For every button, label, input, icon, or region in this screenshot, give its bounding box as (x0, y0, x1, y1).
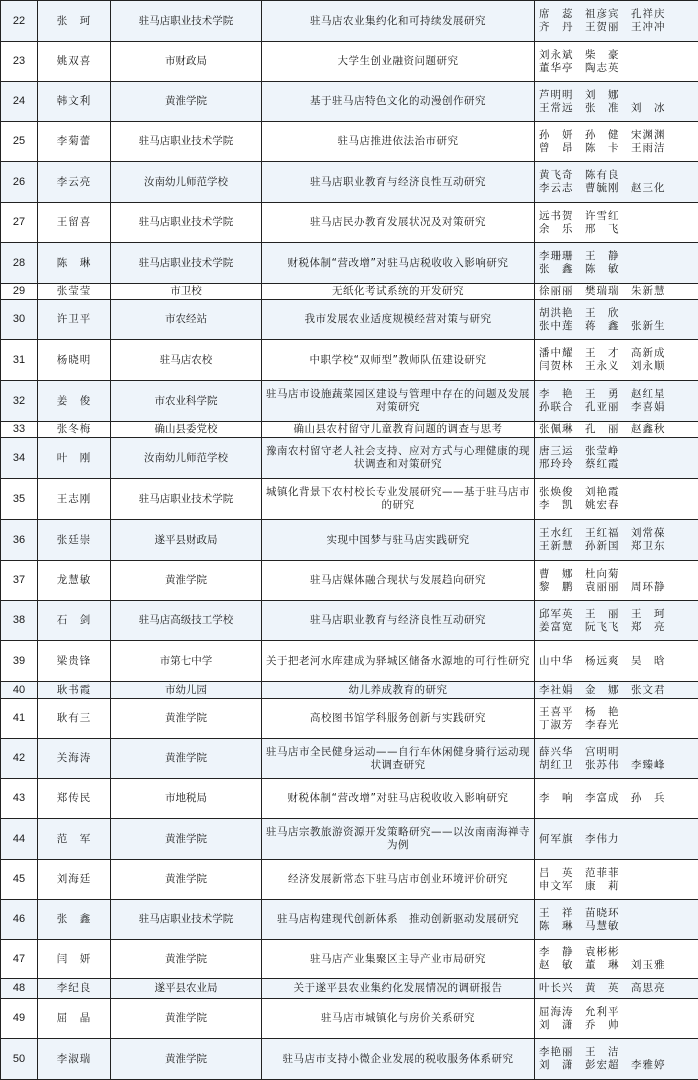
team-members (535, 999, 698, 1039)
work-unit: 市地税局 (111, 779, 262, 819)
team-members (535, 422, 698, 438)
team-members (535, 122, 698, 162)
team-members (535, 381, 698, 422)
member-line: 徐丽丽 樊瑞瑞 朱新慧 (539, 285, 666, 297)
table-row (1, 561, 698, 601)
member-line: 曹 娜 杜向菊 (539, 567, 620, 580)
work-unit: 遂平县农业局 (111, 979, 262, 999)
table-row (1, 699, 698, 739)
table-row (1, 82, 698, 122)
team-members (535, 284, 698, 300)
row-number: 39 (1, 641, 38, 682)
member-line: 姜富宽 阮飞飞 郑 亮 (539, 620, 666, 633)
team-members (535, 739, 698, 779)
team-members (535, 438, 698, 479)
member-line: 刘 潇 彭宏超 李雅婷 (539, 1059, 666, 1071)
work-unit: 黄淮学院 (111, 999, 262, 1039)
table-row (1, 779, 698, 819)
team-members (535, 561, 698, 601)
row-number: 25 (1, 122, 38, 162)
work-unit: 黄淮学院 (111, 819, 262, 860)
member-line: 李 艳 王 勇 赵红星 (539, 388, 666, 400)
member-line: 叶长兴 黄 英 高思亮 (539, 982, 666, 994)
member-line: 芦明明 刘 娜 (539, 88, 620, 101)
project-leader: 梁贵锋 (38, 641, 111, 682)
row-number: 36 (1, 520, 38, 561)
work-unit: 驻马店职业技术学院 (111, 243, 262, 284)
project-leader: 范 军 (38, 819, 111, 860)
work-unit: 驻马店高级技工学校 (111, 601, 262, 641)
member-line: 远书贺 许雪红 (539, 209, 620, 222)
work-unit: 市卫校 (111, 284, 262, 300)
table-row (1, 900, 698, 940)
project-leader: 叶 刚 (38, 438, 111, 479)
project-leader: 姚双喜 (38, 42, 111, 82)
project-topic: 豫南农村留守老人社会支持、应对方式与心理健康的现状调查和对策研究 (262, 438, 535, 479)
project-leader: 陈 琳 (38, 243, 111, 284)
member-line: 刘永斌 柴 豪 (539, 48, 620, 61)
table-row (1, 122, 698, 162)
project-leader: 关海涛 (38, 739, 111, 779)
row-number: 42 (1, 739, 38, 779)
table-row (1, 42, 698, 82)
work-unit: 黄淮学院 (111, 699, 262, 739)
project-topic: 无纸化考试系统的开发研究 (262, 284, 535, 300)
table-row (1, 422, 698, 438)
member-line: 张焕俊 刘艳霞 (539, 486, 620, 498)
row-number: 41 (1, 699, 38, 739)
project-topic: 高校图书馆学科服务创新与实践研究 (262, 699, 535, 739)
row-number: 23 (1, 42, 38, 82)
member-line: 曾 昂 陈 卡 王雨洁 (539, 141, 666, 154)
team-members (535, 641, 698, 682)
team-members (535, 819, 698, 860)
row-number: 33 (1, 422, 38, 438)
member-line: 李社娟 金 娜 张文君 (539, 683, 666, 696)
project-leader: 石 剑 (38, 601, 111, 641)
project-topic: 关于遂平县农业集约化发展情况的调研报告 (262, 979, 535, 999)
member-line: 李珊珊 王 静 (539, 250, 620, 262)
project-leader: 张莹莹 (38, 284, 111, 300)
work-unit: 驻马店农校 (111, 340, 262, 381)
table-row (1, 819, 698, 860)
project-leader: 张 鑫 (38, 900, 111, 940)
project-leader: 王留喜 (38, 203, 111, 243)
project-leader: 李菊蕾 (38, 122, 111, 162)
project-leader: 刘海廷 (38, 860, 111, 900)
table-row (1, 243, 698, 284)
table-row (1, 381, 698, 422)
project-topic: 我市发展农业适度规模经营对策与研究 (262, 300, 535, 340)
project-leader: 郑传民 (38, 779, 111, 819)
member-line: 李 静 袁彬彬 (539, 946, 620, 958)
member-line: 薛兴华 宫明明 (539, 745, 620, 758)
member-line: 李 凯 姚宏春 (539, 499, 620, 511)
member-line: 赵 敏 董 琳 刘玉雅 (539, 959, 666, 971)
project-topic: 驻马店媒体融合现状与发展趋向研究 (262, 561, 535, 601)
work-unit: 驻马店职业技术学院 (111, 900, 262, 940)
row-number: 24 (1, 82, 38, 122)
table-row (1, 1039, 698, 1080)
project-topic: 中职学校“双师型”教师队伍建设研究 (262, 340, 535, 381)
member-line: 董华亭 陶志英 (539, 61, 620, 74)
member-line: 孙 妍 孙 健 宋渊渊 (539, 128, 666, 141)
project-topic: 驻马店职业教育与经济良性互动研究 (262, 162, 535, 203)
table-row (1, 284, 698, 300)
work-unit: 驻马店职业技术学院 (111, 122, 262, 162)
row-number: 35 (1, 479, 38, 520)
project-leader: 王志刚 (38, 479, 111, 520)
project-topic: 关于把老河水库建成为驿城区储备水源地的可行性研究 (262, 641, 535, 682)
row-number: 45 (1, 860, 38, 900)
work-unit: 驻马店职业技术学院 (111, 479, 262, 520)
row-number: 22 (1, 1, 38, 42)
project-leader: 张冬梅 (38, 422, 111, 438)
work-unit: 黄淮学院 (111, 82, 262, 122)
member-line: 黎 鹏 袁丽丽 周环静 (539, 580, 666, 593)
member-line: 胡红卫 张苏伟 李臻峰 (539, 758, 666, 771)
table-row (1, 601, 698, 641)
table-row (1, 999, 698, 1039)
row-number: 48 (1, 979, 38, 999)
team-members (535, 1, 698, 42)
member-line: 张 鑫 陈 敏 (539, 263, 620, 275)
project-topic: 驻马店职业教育与经济良性互动研究 (262, 601, 535, 641)
row-number: 38 (1, 601, 38, 641)
project-topic: 确山县农村留守儿童教育问题的调查与思考 (262, 422, 535, 438)
team-members (535, 682, 698, 699)
project-table-body (1, 1, 698, 1080)
table-row (1, 203, 698, 243)
member-line: 邢玲玲 蔡红霞 (539, 458, 620, 470)
table-row (1, 162, 698, 203)
team-members (535, 82, 698, 122)
member-line: 王喜平 杨 艳 (539, 705, 620, 718)
project-leader: 姜 俊 (38, 381, 111, 422)
row-number: 46 (1, 900, 38, 940)
project-topic: 驻马店农业集约化和可持续发展研究 (262, 1, 535, 42)
project-topic: 驻马店市设施蔬菜园区建设与管理中存在的问题及发展对策研究 (262, 381, 535, 422)
work-unit: 黄淮学院 (111, 739, 262, 779)
table-row (1, 979, 698, 999)
member-line: 丁淑芳 李春光 (539, 718, 620, 731)
member-line: 齐 丹 王贺丽 王冲冲 (539, 21, 666, 33)
project-leader: 龙慧敏 (38, 561, 111, 601)
member-line: 山中华 杨远爽 吴 晗 (539, 654, 666, 667)
project-leader: 许卫平 (38, 300, 111, 340)
member-line: 席 蕊 祖彦宾 孔祥庆 (539, 8, 666, 20)
project-topic: 城镇化背景下农村校长专业发展研究——基于驻马店市的研究 (262, 479, 535, 520)
team-members (535, 860, 698, 900)
team-members (535, 520, 698, 561)
member-line: 张中莲 蒋 鑫 张新生 (539, 319, 666, 332)
row-number: 37 (1, 561, 38, 601)
member-line: 唐三运 张莹峥 (539, 445, 620, 457)
work-unit: 市农经站 (111, 300, 262, 340)
row-number: 28 (1, 243, 38, 284)
member-line: 孙联合 孔亚丽 李喜娟 (539, 401, 666, 413)
table-row (1, 682, 698, 699)
team-members (535, 940, 698, 979)
member-line: 潘中耀 王 才 高新成 (539, 347, 666, 359)
project-topic: 财税体制“营改增”对驻马店税收收入影响研究 (262, 779, 535, 819)
member-line: 黄飞奇 陈有良 (539, 169, 620, 181)
project-topic: 经济发展新常态下驻马店市创业环境评价研究 (262, 860, 535, 900)
table-row (1, 340, 698, 381)
team-members (535, 203, 698, 243)
project-topic: 基于驻马店特色文化的动漫创作研究 (262, 82, 535, 122)
table-row (1, 940, 698, 979)
project-leader: 李云亮 (38, 162, 111, 203)
project-leader: 屈 晶 (38, 999, 111, 1039)
table-row (1, 860, 698, 900)
team-members (535, 243, 698, 284)
project-topic: 大学生创业融资问题研究 (262, 42, 535, 82)
member-line: 王新慧 孙新国 郑卫东 (539, 540, 666, 552)
table-row (1, 438, 698, 479)
team-members (535, 601, 698, 641)
project-topic: 驻马店民办教育发展状况及对策研究 (262, 203, 535, 243)
member-line: 邱军英 王 丽 王 珂 (539, 607, 666, 620)
project-topic: 财税体制“营改增”对驻马店税收收入影响研究 (262, 243, 535, 284)
project-leader: 张廷崇 (38, 520, 111, 561)
table-row (1, 1, 698, 42)
project-topic: 幼儿养成教育的研究 (262, 682, 535, 699)
member-line: 王水红 王红福 刘常葆 (539, 527, 666, 539)
table-row (1, 641, 698, 682)
project-leader: 韩文利 (38, 82, 111, 122)
member-line: 刘 潇 乔 帅 (539, 1018, 620, 1031)
member-line: 李 响 李富成 孙 兵 (539, 792, 666, 804)
work-unit: 黄淮学院 (111, 940, 262, 979)
member-line: 屈海涛 允利平 (539, 1005, 620, 1018)
row-number: 50 (1, 1039, 38, 1080)
table-row (1, 739, 698, 779)
member-line: 王常远 张 准 刘 冰 (539, 101, 666, 114)
team-members (535, 900, 698, 940)
team-members (535, 979, 698, 999)
work-unit: 汝南幼儿师范学校 (111, 162, 262, 203)
row-number: 43 (1, 779, 38, 819)
row-number: 49 (1, 999, 38, 1039)
project-topic: 驻马店宗教旅游资源开发策略研究——以汝南南海禅寺为例 (262, 819, 535, 860)
row-number: 47 (1, 940, 38, 979)
member-line: 何军旗 李伟力 (539, 832, 620, 845)
team-members (535, 340, 698, 381)
table-row (1, 479, 698, 520)
project-leader: 闫 妍 (38, 940, 111, 979)
member-line: 余 乐 邢 飞 (539, 222, 620, 235)
work-unit: 市第七中学 (111, 641, 262, 682)
project-leader: 耿有三 (38, 699, 111, 739)
member-line: 吕 英 范菲菲 (539, 866, 620, 879)
work-unit: 黄淮学院 (111, 561, 262, 601)
row-number: 40 (1, 682, 38, 699)
work-unit: 市农业科学院 (111, 381, 262, 422)
project-topic: 驻马店市支持小微企业发展的税收服务体系研究 (262, 1039, 535, 1080)
team-members (535, 479, 698, 520)
row-number: 29 (1, 284, 38, 300)
project-topic: 驻马店构建现代创新体系 推动创新驱动发展研究 (262, 900, 535, 940)
row-number: 26 (1, 162, 38, 203)
work-unit: 驻马店职业技术学院 (111, 203, 262, 243)
work-unit: 遂平县财政局 (111, 520, 262, 561)
member-line: 王 祥 苗晓环 (539, 906, 620, 919)
project-topic: 实现中国梦与驻马店实践研究 (262, 520, 535, 561)
member-line: 闫贺林 王永义 刘永顺 (539, 360, 666, 372)
row-number: 31 (1, 340, 38, 381)
row-number: 44 (1, 819, 38, 860)
row-number: 34 (1, 438, 38, 479)
table-row (1, 300, 698, 340)
team-members (535, 1039, 698, 1080)
team-members (535, 699, 698, 739)
row-number: 30 (1, 300, 38, 340)
member-line: 陈 琳 马慧敏 (539, 919, 620, 932)
project-leader: 李纪良 (38, 979, 111, 999)
work-unit: 市财政局 (111, 42, 262, 82)
team-members (535, 300, 698, 340)
member-line: 胡洪艳 王 欣 (539, 306, 620, 319)
project-leader: 张 珂 (38, 1, 111, 42)
team-members (535, 42, 698, 82)
row-number: 27 (1, 203, 38, 243)
work-unit: 市幼儿园 (111, 682, 262, 699)
work-unit: 确山县委党校 (111, 422, 262, 438)
row-number: 32 (1, 381, 38, 422)
work-unit: 黄淮学院 (111, 1039, 262, 1080)
team-members (535, 162, 698, 203)
project-topic: 驻马店市全民健身运动——自行车休闲健身骑行运动现状调查研究 (262, 739, 535, 779)
work-unit: 黄淮学院 (111, 860, 262, 900)
project-leader: 杨晓明 (38, 340, 111, 381)
table-row (1, 520, 698, 561)
project-leader: 耿书霞 (38, 682, 111, 699)
member-line: 申文军 康 莉 (539, 879, 620, 892)
project-topic: 驻马店推进依法治市研究 (262, 122, 535, 162)
project-topic: 驻马店产业集聚区主导产业市局研究 (262, 940, 535, 979)
work-unit: 汝南幼儿师范学校 (111, 438, 262, 479)
project-leader: 李淑瑞 (38, 1039, 111, 1080)
project-topic: 驻马店市城镇化与房价关系研究 (262, 999, 535, 1039)
member-line: 李云志 曹毓刚 赵三化 (539, 182, 666, 194)
team-members (535, 779, 698, 819)
work-unit: 驻马店职业技术学院 (111, 1, 262, 42)
member-line: 张佩琳 孔 丽 赵鑫秋 (539, 423, 666, 435)
member-line: 李艳丽 王 洁 (539, 1046, 620, 1058)
